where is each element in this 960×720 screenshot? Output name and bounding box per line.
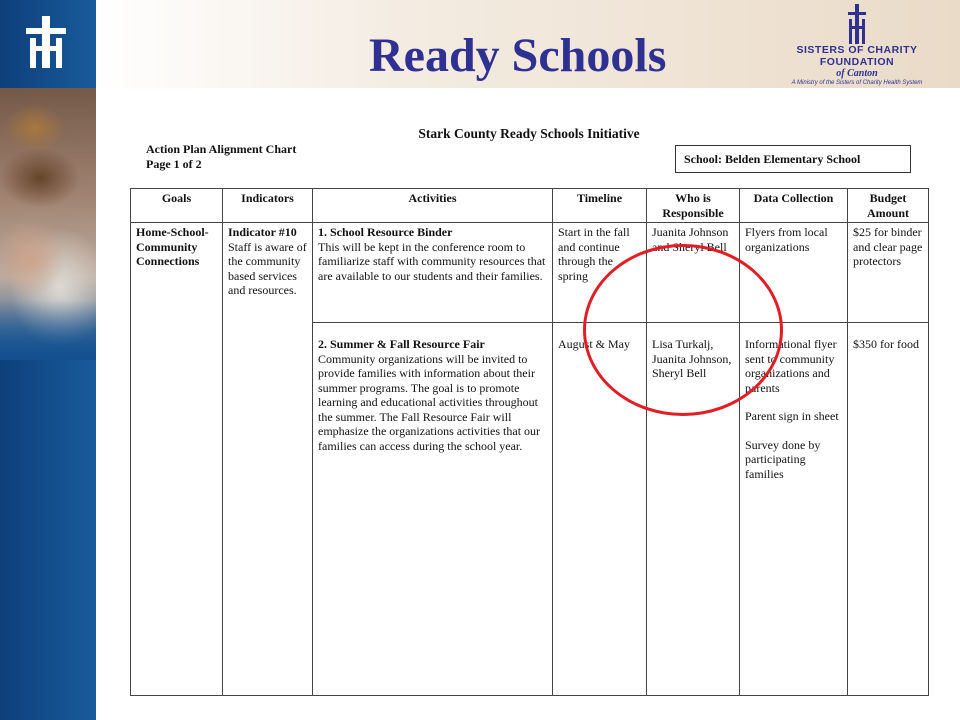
foundation-name: SISTERS OF CHARITY FOUNDATION [796,44,918,68]
activity-title: 1. School Resource Binder [318,225,453,239]
foundation-tagline: A Ministry of the Sisters of Charity Health System [791,80,923,86]
page-number: Page 1 of 2 [146,157,202,171]
timeline-cell: August & May [553,323,647,696]
sidebar-band [0,0,96,720]
data-collection-item: Informational flyer sent to community organizations and parents [745,337,837,395]
column-header-responsible: Who is Responsible [647,189,740,223]
data-collection-item: Survey done by participating families [745,437,821,481]
budget-cell: $350 for food [848,323,929,696]
data-collection-cell [740,223,848,323]
photo-fade [0,300,96,360]
action-plan-table [130,188,929,696]
budget-cell: $25 for binder and clear page protectors [848,223,929,323]
column-header-timeline: Timeline [553,189,647,223]
table-header-row [131,189,929,223]
table-row [131,223,929,323]
indicator-text: Staff is aware of the community based services and resources. [228,239,307,297]
activity-text: Community organizations will be invited to provide families with information about their summer programs. The goal is to promote learning and educational activities throughout the summer. The Fall Resource Fair will emphasize the organizations activities that our families can access during the school year. [318,351,541,453]
responsible-cell: Juanita Johnson and Sheryl Bell [647,223,740,323]
page-title: Ready Schools [369,29,667,82]
activity-cell [313,323,553,696]
activity-cell [313,223,553,323]
responsible-cell: Lisa Turkalj, Juanita Johnson, Sheryl Bell [647,323,740,696]
column-header-indicators: Indicators [223,189,313,223]
cross-logo-icon [22,16,70,68]
foundation-cross-icon [846,4,868,44]
goal-cell: Home-School-Community Connections [131,223,223,696]
document-title: Stark County Ready Schools Initiative [418,126,640,141]
data-collection-cell [740,323,848,696]
foundation-location: of Canton [836,68,878,79]
column-header-activities: Activities [313,189,553,223]
column-header-data-collection: Data Collection [740,189,848,223]
column-header-budget: Budget Amount [848,189,929,223]
indicator-title: Indicator #10 [228,225,297,239]
foundation-logo [762,4,952,84]
activity-title: 2. Summer & Fall Resource Fair [318,337,485,351]
action-plan-document [130,120,928,696]
data-collection-item: Parent sign in sheet [745,409,839,423]
activity-text: This will be kept in the conference room to familiarize staff with community resources that are available to our students and their families. [318,239,546,283]
chart-name: Action Plan Alignment Chart [146,142,297,156]
column-header-goals: Goals [131,189,223,223]
indicator-cell [223,223,313,696]
document-subtitle [146,142,296,172]
school-box: School: Belden Elementary School [675,145,911,173]
data-collection-item: Flyers from local organizations [745,225,828,254]
timeline-cell: Start in the fall and continue through the spring [553,223,647,323]
